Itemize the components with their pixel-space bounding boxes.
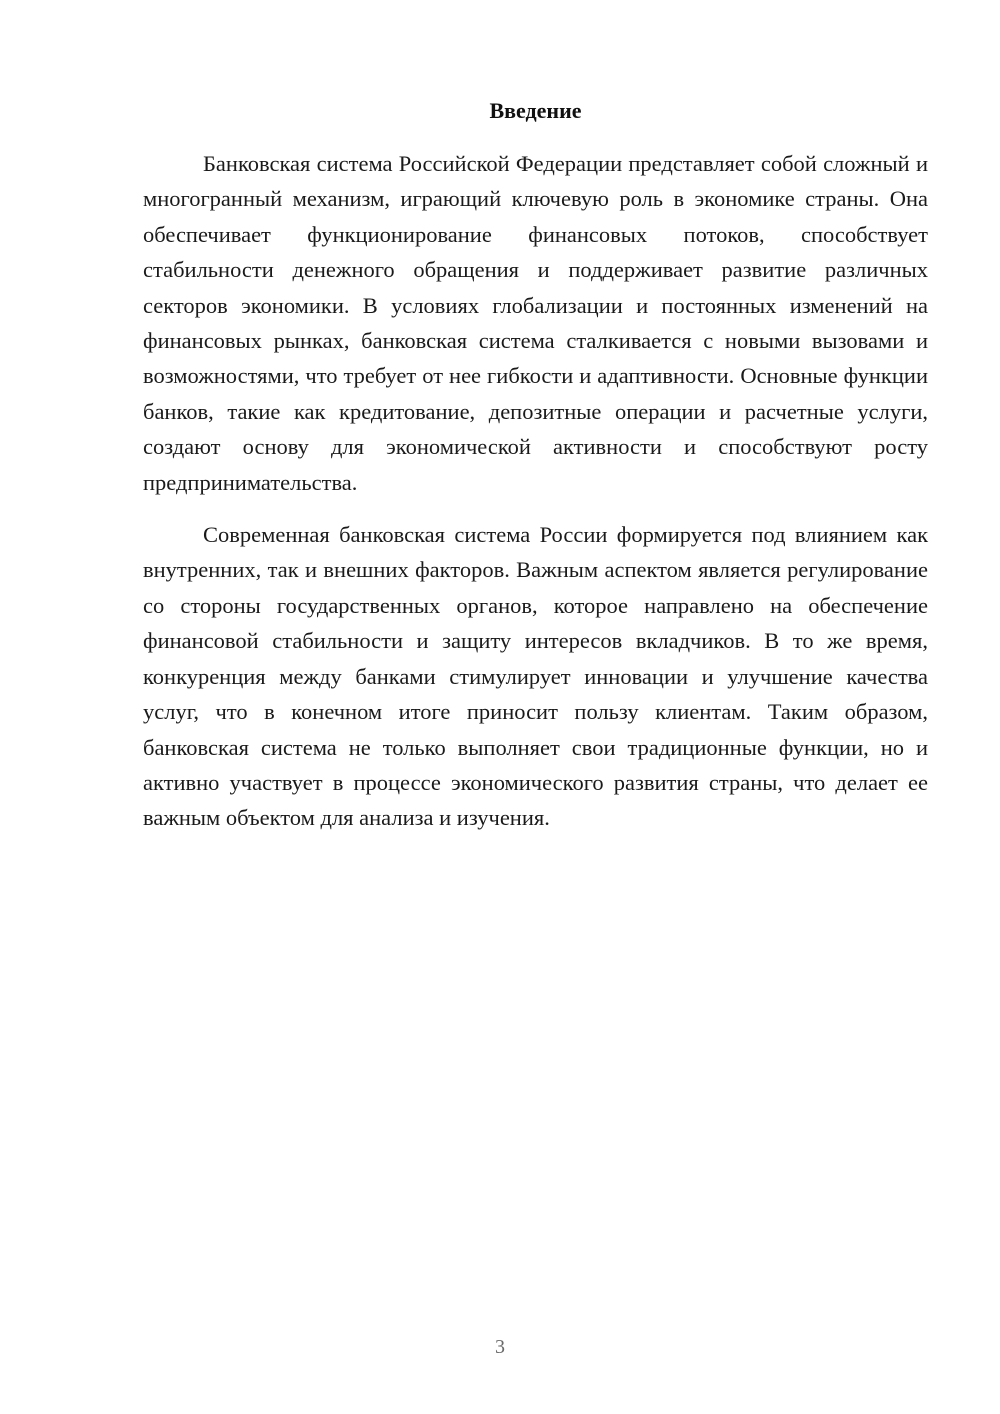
paragraph-2: Современная банковская система России формируется под влиянием как внутренних, так и внешних факторов. Важным аспектом является регулирование со стороны государственных органов, которое направлено на обеспечение финансовой стабильности и защиту интересов вкладчиков. В то же время, конкуренция между банками стимулирует инновации и улучшение качества услуг, что в конечном итоге приносит пользу клиентам. Таким образом, банковская система не только выполняет свои традиционные функции, но и активно участвует в процессе экономического развития страны, что делает ее важным объектом для анализа и изучения.	[143, 522, 928, 831]
page-content	[143, 93, 928, 836]
page-number: 3	[495, 1336, 505, 1358]
paragraph-1: Банковская система Российской Федерации представляет собой сложный и многогранный механизм, играющий ключевую роль в экономике страны. Она обеспечивает функционирование финансовых потоков, способствует стабильности денежного обращения и поддерживает развитие различных секторов экономики. В условиях глобализации и постоянных изменений на финансовых рынках, банковская система сталкивается с новыми вызовами и возможностями, что требует от нее гибкости и адаптивности. Основные функции банков, такие как кредитование, депозитные операции и расчетные услуги, создают основу для экономической активности и способствуют росту предпринимательства.	[143, 151, 928, 495]
section-title: Введение	[489, 98, 582, 123]
